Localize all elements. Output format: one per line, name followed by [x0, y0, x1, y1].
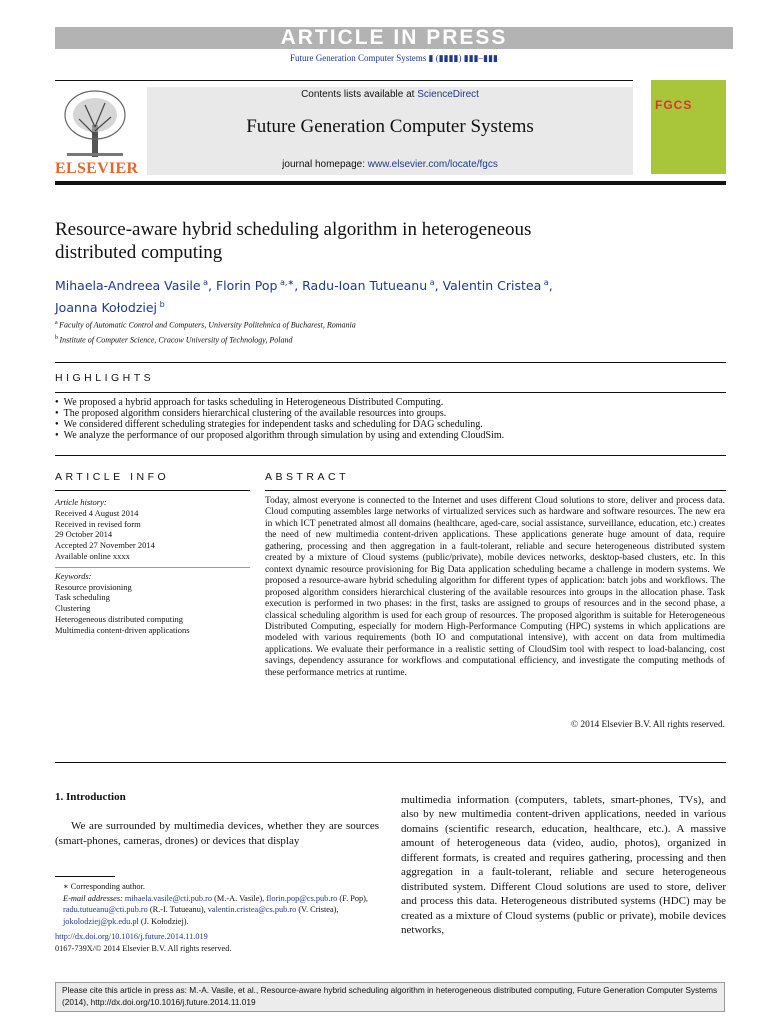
author-affiliation-mark: a: [427, 278, 435, 287]
email-label: E-mail addresses:: [63, 893, 125, 903]
history-item: Received in revised form: [55, 518, 141, 529]
keyword-item: Clustering: [55, 603, 91, 614]
introduction-column-two: multimedia information (computers, tablets, smart-phones, TVs), and also by new multimedia content-driven applications, needed in various domains (scientific research, education, healthcare, etc.). A massive amount of heterogeneous data (video, audio, photos), organized in different formats, is created and requires gathering, processing and then aggregation in a fault-tolerant, reliable and secure heterogeneous distributed system. Different Cloud solutions are used to store, deliver and process this data. Heterogeneous distributed systems (HDC) may be created as a mixture of Cloud systems (public or private), mobile devices networks,: [401, 794, 726, 937]
article-title: Resource-aware hybrid scheduling algorithm in heterogeneous distributed computing: [55, 219, 532, 263]
email-addresses: [55, 893, 379, 928]
keyword-item: Multimedia content-driven applications: [55, 624, 190, 635]
keyword-item: Resource provisioning: [55, 581, 132, 592]
email-owner: (V. Cristea),: [296, 905, 339, 915]
article-info-body: [55, 497, 250, 636]
history-list: [55, 508, 250, 562]
rule-before-highlights: [55, 362, 726, 363]
article-in-press-banner: ARTICLE IN PRESS: [55, 27, 733, 49]
contents-line: [147, 89, 633, 100]
author-name[interactable]: Mihaela-Andreea Vasile: [55, 278, 201, 294]
cover-label: [655, 98, 692, 112]
publisher-name: ELSEVIER: [55, 160, 139, 177]
homepage-line: [147, 159, 633, 170]
introduction-heading: 1. Introduction: [55, 791, 126, 803]
highlights-heading: HIGHLIGHTS: [55, 372, 155, 384]
homepage-link[interactable]: www.elsevier.com/locate/fgcs: [367, 159, 498, 170]
history-item: Available online xxxx: [55, 550, 130, 561]
corresponding-author-note: ∗ Corresponding author.: [63, 882, 145, 891]
email-owner: (F. Pop),: [337, 893, 368, 903]
header-rule-thick: [55, 181, 726, 185]
keywords-list: [55, 582, 250, 636]
author-affiliation-mark: a: [200, 278, 209, 287]
sciencedirect-link[interactable]: ScienceDirect: [417, 89, 479, 100]
author-affiliation-mark: b: [157, 300, 165, 310]
homepage-prefix: journal homepage:: [282, 159, 368, 170]
journal-title: Future Generation Computer Systems: [246, 116, 534, 137]
abstract-text: Today, almost everyone is connected to the Internet and uses different Cloud solutions to store, deliver and process data. Cloud computing assembles large networks of virtualized services such as hardware and software resources. The new era in which ICT penetrated almost all domains (healthcare, aged-care, social assistance, surveillance, education, etc.) creates the need of new multimedia content-driven applications. These applications generate huge amount of data, require gathering, processing and then aggregation in a fault-tolerant, reliable and secure heterogeneous distributed system created by a mixture of Cloud systems (public/private), mobile devices networks, desktop-based clusters, etc. In this context dynamic resource provisioning for Big Data application scheduling became a challenge in modern systems. We proposed a resource-aware hybrid scheduling algorithm for different types of application: batch jobs and workflows. The proposed algorithm considers hierarchical clustering of the available resources into groups in the allocation phase. Task execution is performed in two phases: in the first, tasks are assigned to groups of resources and in the second phase, a classical scheduling algorithm is used for each group of resources. The proposed algorithm is suitable for Heterogeneous Distributed Computing, especially for modern High-Performance Computing (HPC) systems in which applications are modeled with various requirements (both IO and computational intensive), with accent on data from multimedia applications. We evaluate their performance in a realistic setting of CloudSim tool with respect to load-balancing, cost savings, dependency assurance for workflows and computational efficiency, and investigate the computing methods of these performance metrics at runtime.: [265, 496, 725, 678]
highlight-item: ● We analyze the performance of our proposed algorithm through simulation by using and extending CloudSim.: [55, 430, 735, 441]
author-list: Mihaela-Andreea Vasile $^a$, Florin Pop $^{a,∗}$, Radu-Ioan Tutueanu $^a$, Valentin Cristea $^a$, Joanna Kołodziej $^b$: [55, 278, 553, 316]
rule-under-article-info: [55, 490, 250, 491]
introduction-paragraph: We are surrounded by multimedia devices, whether they are sources (smart-phones, cameras, drones) or devices that display: [55, 820, 379, 847]
rule-under-abstract: [265, 490, 726, 491]
author-affiliation-mark: a,∗: [277, 278, 295, 287]
issn-line: 0167-739X/© 2014 Elsevier B.V. All rights reserved.: [55, 943, 232, 953]
journal-cover-thumbnail: [651, 80, 726, 174]
keyword-item: Task scheduling: [55, 592, 110, 603]
author-name[interactable]: Joanna Kołodziej: [55, 300, 158, 316]
highlights-list: [55, 397, 735, 441]
email-link[interactable]: valentin.cristea@cs.pub.ro: [207, 905, 297, 915]
author-name[interactable]: Valentin Cristea: [442, 278, 542, 294]
keywords-label: Keywords:: [55, 570, 92, 581]
history-item: 29 October 2014: [55, 529, 113, 540]
history-item: Received 4 August 2014: [55, 507, 139, 518]
history-item: Accepted 27 November 2014: [55, 540, 155, 551]
header-rule-top: [55, 80, 633, 81]
affiliation-text: Faculty of Automatic Control and Computers, University Politehnica of Bucharest, Romania: [59, 320, 356, 330]
affiliation-mark: b: [55, 335, 60, 342]
email-owner: (M.-A. Vasile),: [212, 893, 267, 903]
affiliation: [55, 332, 675, 347]
rule-before-body: [55, 762, 726, 763]
journal-reference[interactable]: Future Generation Computer Systems ▮ (▮▮▮▮) ▮▮▮–▮▮▮: [290, 53, 498, 63]
affiliation: [55, 317, 675, 332]
article-info-heading: ARTICLE INFO: [55, 471, 170, 483]
footnote-rule: [55, 876, 115, 877]
affiliation-list: [55, 317, 675, 347]
rule-after-highlights: [55, 455, 726, 456]
email-link[interactable]: radu.tutueanu@cti.pub.ro: [63, 905, 148, 915]
cover-label-text: FGCS: [655, 98, 693, 112]
rule-under-highlights: [55, 392, 726, 393]
highlight-item: ● We considered different scheduling strategies for independent tasks and scheduling for DAG scheduling.: [55, 419, 735, 430]
history-label: Article history:: [55, 497, 107, 507]
email-owner: (R.-I. Tutueanu),: [147, 905, 208, 915]
footnote-block: [55, 881, 379, 954]
email-link[interactable]: florin.pop@cs.pub.ro: [266, 893, 338, 903]
abstract-heading: ABSTRACT: [265, 471, 350, 483]
affiliation-text: Institute of Computer Science, Cracow University of Technology, Poland: [59, 335, 293, 345]
affiliation-mark: a: [55, 320, 60, 326]
author-name[interactable]: Florin Pop: [215, 278, 278, 294]
author-name[interactable]: Radu-Ioan Tutueanu: [302, 278, 428, 294]
email-link[interactable]: mihaela.vasile@cti.pub.ro: [124, 893, 213, 903]
author-affiliation-mark: a: [541, 278, 549, 287]
email-owner: (J. Kołodziej).: [138, 917, 189, 927]
doi-link[interactable]: http://dx.doi.org/10.1016/j.future.2014.11.019: [55, 931, 208, 941]
contents-prefix: Contents lists available at: [301, 89, 418, 100]
citation-box: Please cite this article in press as: M.-A. Vasile, et al., Resource-aware hybrid scheduling algorithm in heterogeneous distributed computing, Future Generation Computer Systems (2014), http://dx.doi.org/10.1016/j.future.2014.11.019: [55, 982, 725, 1012]
highlight-item: ● The proposed algorithm considers hierarchical clustering of the available resources into groups.: [55, 408, 735, 419]
highlight-item: ● We proposed a hybrid approach for tasks scheduling in Heterogeneous Distributed Computing.: [55, 397, 735, 408]
keyword-item: Heterogeneous distributed computing: [55, 613, 183, 624]
abstract-copyright: © 2014 Elsevier B.V. All rights reserved.: [570, 720, 725, 730]
email-link[interactable]: jokolodziej@pk.edu.pl: [63, 917, 139, 927]
article-info-divider: [55, 567, 250, 568]
